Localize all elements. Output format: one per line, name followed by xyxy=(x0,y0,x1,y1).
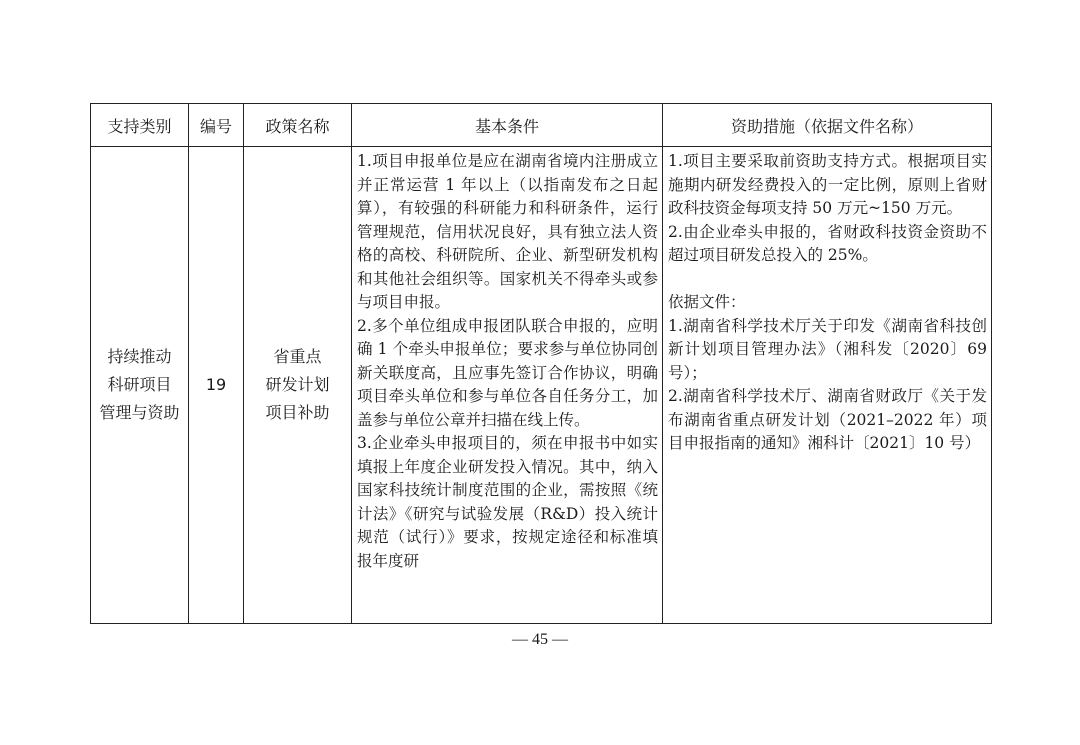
policy-name-line: 研发计划 xyxy=(265,375,330,394)
basic-conditions-cell xyxy=(352,147,663,624)
condition-item: 3.企业牵头申报项目的，须在申报书中如实填报上年度企业研发投入情况。其中，纳入国家科技统计制度范围的企业，需按照《统计法》《研究与试验发展（R&D）投入统计规范（试行）》要求，按规定途径和标准填报年度研 xyxy=(357,434,658,570)
policy-table xyxy=(90,103,992,624)
header-policy-name: 政策名称 xyxy=(244,104,352,147)
category-line: 持续推动 xyxy=(107,347,172,366)
category-line: 科研项目 xyxy=(107,375,172,394)
support-category-cell xyxy=(91,147,189,624)
support-measures-cell xyxy=(663,147,992,624)
measure-item: 1.项目主要采取前资助支持方式。根据项目实施期内研发经费投入的一定比例，原则上省财政科技资金每项支持 50 万元~150 万元。 xyxy=(668,152,987,217)
category-line: 管理与资助 xyxy=(99,403,180,422)
page-number: — 45 — xyxy=(512,631,568,648)
basis-document-item: 1.湖南省科学技术厅关于印发《湖南省科技创新计划项目管理办法》（湘科发〔2020〕69 号）； xyxy=(668,316,987,382)
header-basic-conditions: 基本条件 xyxy=(352,104,663,147)
policy-name-line: 项目补助 xyxy=(265,403,330,422)
condition-item: 2.多个单位组成申报团队联合申报的，应明确 1 个牵头申报单位；要求参与单位协同创新关联度高，且应事先签订合作协议，明确项目牵头单位和参与单位各自任务分工，加盖参与单位公章并扫描在线上传。 xyxy=(357,316,658,429)
table-header-row xyxy=(91,104,992,147)
condition-item: 1.项目申报单位是应在湖南省境内注册成立并正常运营 1 年以上（以指南发布之日起算），有较强的科研能力和科研条件，运行管理规范，信用状况良好，具有独立法人资格的高校、科研院所、企业、新型研发机构和其他社会组织等。国家机关不得牵头或参与项目申报。 xyxy=(357,152,658,311)
header-support-category: 支持类别 xyxy=(91,104,189,147)
header-support-measures: 资助措施（依据文件名称） xyxy=(663,104,992,147)
policy-name-cell xyxy=(244,147,352,624)
policy-name-line: 省重点 xyxy=(273,347,322,366)
basis-label: 依据文件： xyxy=(668,293,746,311)
measure-item: 2.由企业牵头申报的，省财政科技资金资助不超过项目研发总投入的 25%。 xyxy=(668,222,987,264)
table-row xyxy=(91,147,992,624)
basis-document-item: 2.湖南省科学技术厅、湖南省财政厅《关于发布湖南省重点研发计划（2021–2022 年）项目申报指南的通知》湘科计〔2021〕10 号） xyxy=(668,387,987,452)
number-cell: 19 xyxy=(189,147,244,624)
header-number: 编号 xyxy=(189,104,244,147)
